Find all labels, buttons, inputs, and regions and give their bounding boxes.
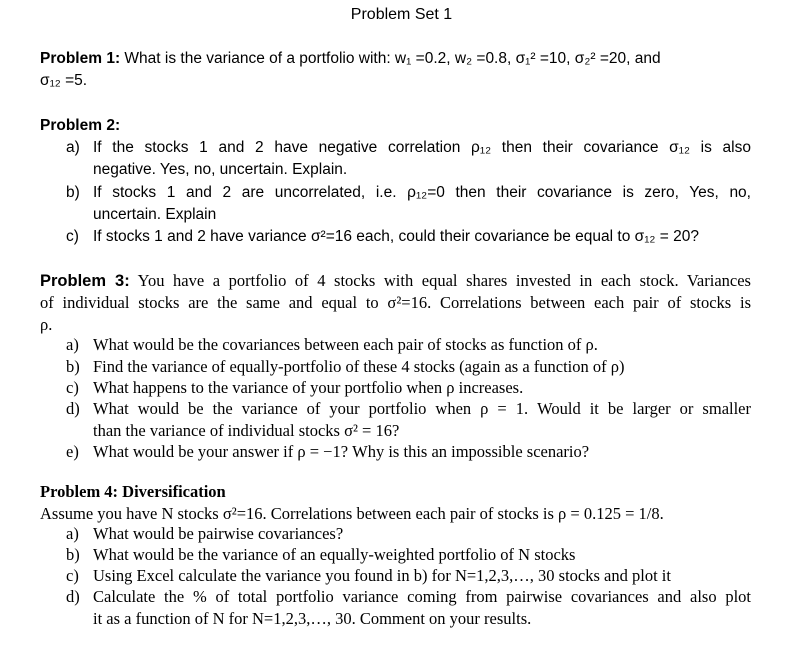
problem-3-item-a <box>66 334 751 356</box>
problem-2-heading <box>40 115 751 137</box>
problem-4-item-a <box>66 523 751 545</box>
item-text-line1: Calculate the % of total portfolio variance coming from pairwise covariances and also plot <box>93 587 751 606</box>
item-text: Find the variance of equally-portfolio of these 4 stocks (again as a function of ρ) <box>93 357 625 376</box>
problem-4-intro: Assume you have N stocks σ²=16. Correlations between each pair of stocks is ρ = 0.125 = 1/8. <box>40 504 664 523</box>
item-text: What would be your answer if ρ = −1? Why is this an impossible scenario? <box>93 442 590 461</box>
problem-1-text-line2: σ₁₂ =5. <box>40 72 88 89</box>
item-text-line1: If stocks 1 and 2 are uncorrelated, i.e. ρ₁₂=0 then their covariance is zero, Yes, no, <box>93 184 751 201</box>
item-text-line2: uncertain. Explain <box>93 206 217 223</box>
item-text-line2: negative. Yes, no, uncertain. Explain. <box>93 161 348 178</box>
item-tag: d) <box>66 587 80 606</box>
problem-4-item-c <box>66 565 751 587</box>
problem-3-text-line1: You have a portfolio of 4 stocks with equal shares invested in each stock. Variances <box>129 271 751 290</box>
problem-3 <box>40 270 751 336</box>
item-text: Using Excel calculate the variance you found in b) for N=1,2,3,…, 30 stocks and plot it <box>93 566 671 585</box>
problem-2-item-c <box>66 226 751 248</box>
item-tag: d) <box>66 399 80 418</box>
problem-3-text-line3: ρ. <box>40 315 53 334</box>
problem-3-item-d <box>66 398 751 442</box>
item-text: If stocks 1 and 2 have variance σ²=16 each, could their covariance be equal to σ₁₂ = 20? <box>93 228 699 245</box>
problem-3-item-e <box>66 441 751 463</box>
item-text: What would be pairwise covariances? <box>93 524 344 543</box>
problem-1 <box>40 48 751 92</box>
problem-2-label: Problem 2: <box>40 117 121 134</box>
item-text-line1: If the stocks 1 and 2 have negative correlation ρ₁₂ then their covariance σ₁₂ is also <box>93 139 751 156</box>
problem-4-item-d <box>66 586 751 630</box>
item-text-line2: than the variance of individual stocks σ² = 16? <box>93 421 400 440</box>
item-tag: c) <box>66 228 79 245</box>
problem-1-label: Problem 1: <box>40 50 121 67</box>
item-tag: c) <box>66 566 79 585</box>
problem-1-text-line1: What is the variance of a portfolio with: w₁ =0.2, w₂ =0.8, σ₁² =10, σ₂² =20, and <box>120 50 661 67</box>
item-tag: a) <box>66 524 79 543</box>
problem-3-item-b <box>66 356 751 378</box>
item-text-line1: What would be the variance of your portfolio when ρ = 1. Would it be larger or smaller <box>93 399 751 418</box>
item-text: What would be the covariances between each pair of stocks as function of ρ. <box>93 335 598 354</box>
item-tag: b) <box>66 357 80 376</box>
problem-3-text-line2: of individual stocks are the same and equal to σ²=16. Correlations between each pair of stocks is <box>40 293 751 312</box>
item-tag: c) <box>66 378 79 397</box>
item-tag: e) <box>66 442 79 461</box>
item-tag: a) <box>66 335 79 354</box>
item-tag: a) <box>66 139 80 156</box>
problem-4-label: Problem 4: Diversification <box>40 482 226 501</box>
problem-3-label: Problem 3: <box>40 272 130 290</box>
item-text: What would be the variance of an equally-weighted portfolio of N stocks <box>93 545 576 564</box>
item-tag: b) <box>66 545 80 564</box>
problem-4 <box>40 481 751 525</box>
problem-2-item-a <box>66 137 751 181</box>
problem-2-item-b <box>66 182 751 226</box>
page-title: Problem Set 1 <box>350 6 453 23</box>
problem-4-item-b <box>66 544 751 566</box>
item-text-line2: it as a function of N for N=1,2,3,…, 30. Comment on your results. <box>93 609 532 628</box>
problem-3-item-c <box>66 377 751 399</box>
item-text: What happens to the variance of your portfolio when ρ increases. <box>93 378 524 397</box>
item-tag: b) <box>66 184 80 201</box>
